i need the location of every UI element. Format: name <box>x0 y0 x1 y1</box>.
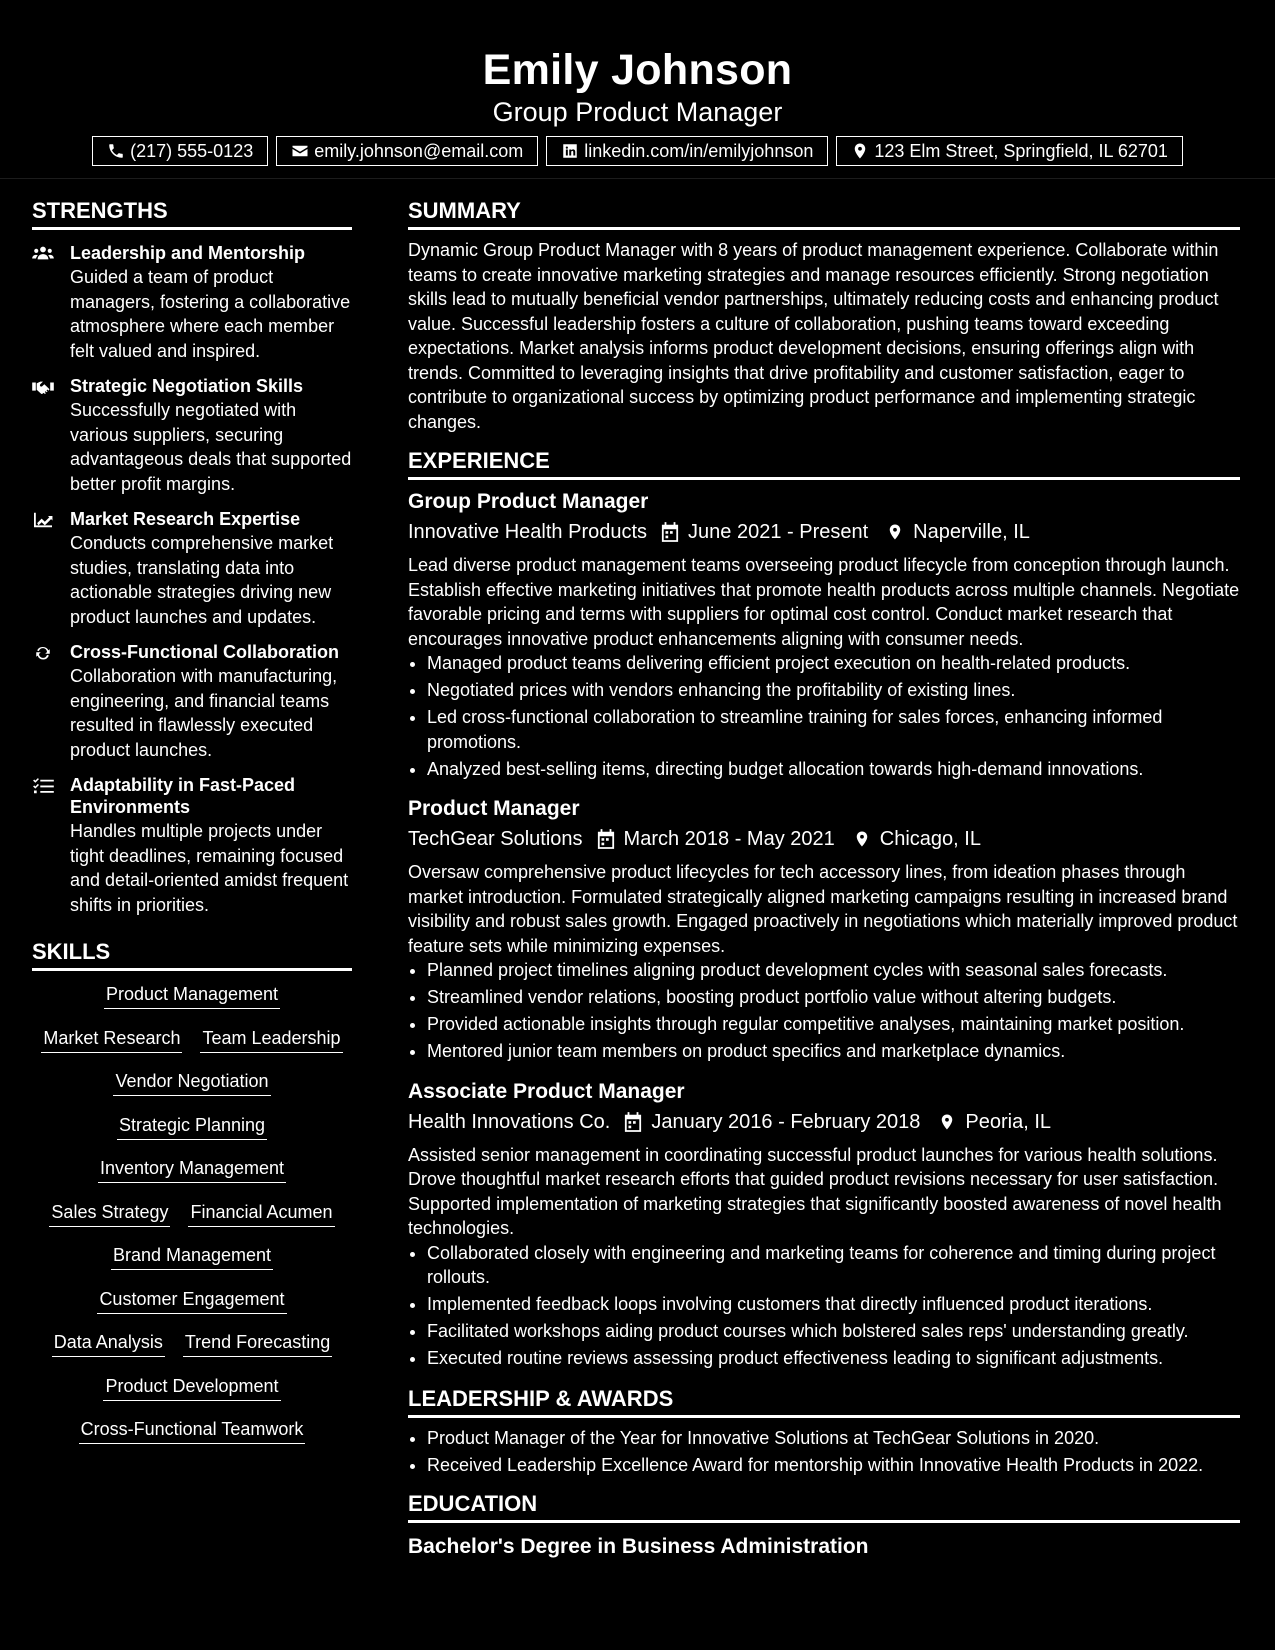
job-bullets <box>408 1241 1240 1371</box>
skills-heading: SKILLS <box>32 937 352 971</box>
job-bullet: • Mentored junior team members on product specifics and marketplace dynamics. <box>427 1039 1240 1064</box>
contact-linkedin[interactable] <box>546 136 828 166</box>
envelope-icon <box>291 142 309 160</box>
job-bullet: • Streamlined vendor relations, boosting product portfolio value without altering budgets. <box>427 985 1240 1010</box>
education-degree: Bachelor's Degree in Business Administration <box>408 1535 869 1558</box>
strength-title: Cross-Functional Collaboration <box>70 642 340 662</box>
job-bullets <box>408 958 1240 1064</box>
contact-email[interactable] <box>276 136 538 166</box>
strength-desc: Handles multiple projects under tight deadlines, remaining focused and detail-oriented amidst frequent shifts in priorities. <box>70 821 349 915</box>
calendar-icon <box>597 829 615 849</box>
skill-tag: Vendor Negotiation <box>113 1068 270 1096</box>
strength-item <box>32 375 352 496</box>
strength-desc: Conducts comprehensive market studies, translating data into actionable strategies driving new product launches and updates. <box>70 533 334 627</box>
job-title: Product Manager <box>408 797 580 820</box>
strength-desc: Guided a team of product managers, fostering a collaborative atmosphere where each member felt valued and inspired. <box>70 267 351 361</box>
award-item: • Received Leadership Excellence Award for mentorship within Innovative Health Products in 2022. <box>427 1453 1240 1478</box>
skill-tag: Cross-Functional Teamwork <box>79 1416 306 1444</box>
job-bullet: • Planned project timelines aligning product development cycles with seasonal sales forecasts. <box>427 958 1240 983</box>
location-pin-icon <box>938 1112 956 1132</box>
skill-tag: Strategic Planning <box>117 1112 267 1140</box>
contact-bar <box>0 136 1275 166</box>
job-bullet: • Negotiated prices with vendors enhancing the profitability of existing lines. <box>427 678 1240 703</box>
strength-item <box>32 508 352 629</box>
job-bullet: • Managed product teams delivering efficient project execution on health-related products. <box>427 651 1240 676</box>
skill-tag: Product Management <box>104 981 280 1009</box>
chart-line-icon <box>32 511 54 529</box>
left-column <box>32 196 352 1460</box>
candidate-title: Group Product Manager <box>492 97 783 127</box>
job-title: Associate Product Manager <box>408 1079 685 1103</box>
job-meta <box>408 1107 1240 1137</box>
job-meta <box>408 517 1240 547</box>
job-bullet: • Executed routine reviews assessing product effectiveness leading to significant adjustments. <box>427 1346 1240 1371</box>
contact-phone[interactable] <box>92 136 268 166</box>
summary-heading: SUMMARY <box>408 196 1240 230</box>
strength-desc: Successfully negotiated with various suppliers, securing advantageous deals that supported better profit margins. <box>70 400 352 494</box>
job-bullet: • Implemented feedback loops involving customers that directly influenced product iterations. <box>427 1292 1240 1317</box>
skill-tag: Customer Engagement <box>97 1286 286 1314</box>
job-meta <box>408 824 1240 854</box>
location-pin-icon <box>851 142 869 160</box>
awards-heading: LEADERSHIP & AWARDS <box>408 1384 1240 1418</box>
calendar-icon <box>661 522 679 542</box>
strengths-heading: STRENGTHS <box>32 196 352 230</box>
job-description: Lead diverse product management teams overseeing product lifecycle from conception through launch. Establish effective marketing initiatives that promote health products across multiple channels. Negotiate favorable pricing and terms with suppliers for optimal cost control. Conduct market research that encourages innovative product enhancements aligning with consumer needs. <box>408 555 1240 649</box>
skill-tag: Inventory Management <box>98 1155 286 1183</box>
award-item: • Product Manager of the Year for Innovative Solutions at TechGear Solutions in 2020. <box>427 1426 1240 1451</box>
job-bullets <box>408 651 1240 781</box>
skill-tag: Sales Strategy <box>49 1199 170 1227</box>
job-location: Naperville, IL <box>913 521 1030 543</box>
resume-header <box>0 0 1275 179</box>
job-description: Oversaw comprehensive product lifecycles for tech accessory lines, from ideation phases through market introduction. Formulated strategically aligned marketing campaigns resulting in increased brand visibility and robust sales growth. Engaged proactively in negotiations which materially improved product feature sets while minimizing expenses. <box>408 862 1238 956</box>
awards-list <box>408 1426 1240 1478</box>
summary-text: Dynamic Group Product Manager with 8 years of product management experience. Collaborate within teams to create innovative marketing strategies and manage resources efficiently. Strong negotiation skills lead to mutually beneficial vendor partnerships, ultimately reducing costs and enhancing product value. Successful leadership fosters a culture of collaboration, pushing teams toward exceeding expectations. Market analysis informs product development decisions, ensuring offerings align with trends. Committed to leveraging insights that drive profitability and customer satisfaction, eager to contribute to organizational success by optimizing product performance and implementing strategic changes. <box>408 240 1219 432</box>
skill-tag: Market Research <box>41 1025 182 1053</box>
strength-item <box>32 774 352 917</box>
job-company: Health Innovations Co. <box>408 1110 611 1133</box>
sync-icon <box>32 644 54 662</box>
job-bullet: • Led cross-functional collaboration to streamline training for sales forces, enhancing informed promotions. <box>427 705 1240 754</box>
skill-tag: Team Leadership <box>200 1025 342 1053</box>
strength-title: Leadership and Mentorship <box>70 243 306 263</box>
location-pin-icon <box>853 829 871 849</box>
contact-address-text: 123 Elm Street, Springfield, IL 62701 <box>874 140 1168 161</box>
job-title: Group Product Manager <box>408 490 649 513</box>
strength-title: Strategic Negotiation Skills <box>70 376 304 396</box>
location-pin-icon <box>886 522 904 542</box>
strength-desc: Collaboration with manufacturing, engineering, and financial teams resulted in flawlessly executed product launches. <box>70 666 338 760</box>
job-dates: June 2021 - Present <box>688 521 869 543</box>
skill-tag: Brand Management <box>111 1242 273 1270</box>
skills-list <box>32 981 352 1444</box>
education-heading: EDUCATION <box>408 1489 1240 1523</box>
job-bullet: • Collaborated closely with engineering and marketing teams for coherence and timing during project rollouts. <box>427 1241 1240 1290</box>
contact-address <box>836 136 1183 166</box>
skill-tag: Financial Acumen <box>188 1199 334 1227</box>
skill-tag: Product Development <box>103 1373 280 1401</box>
job-description: Assisted senior management in coordinating successful product launches for various health solutions. Drove thoughtful market research efforts that guided product revisions necessary for user satisfaction. Supported implementation of marketing strategies that significantly boosted awareness of novel health technologies. <box>408 1144 1222 1238</box>
strength-item <box>32 242 352 363</box>
job-company: Innovative Health Products <box>408 521 648 543</box>
job-bullet: • Provided actionable insights through regular competitive analyses, maintaining market position. <box>427 1012 1240 1037</box>
strength-item <box>32 641 352 762</box>
linkedin-icon <box>561 142 579 160</box>
right-column <box>408 196 1240 1561</box>
job-dates: January 2016 - February 2018 <box>651 1110 921 1133</box>
contact-email-text: emily.johnson@email.com <box>314 140 524 161</box>
job-dates: March 2018 - May 2021 <box>623 828 835 850</box>
strength-title: Market Research Expertise <box>70 509 301 529</box>
candidate-name: Emily Johnson <box>482 46 793 94</box>
list-check-icon <box>32 777 54 795</box>
job-bullet: • Facilitated workshops aiding product courses which bolstered sales reps' understanding greatly. <box>427 1319 1240 1344</box>
job-company: TechGear Solutions <box>408 828 583 850</box>
contact-phone-text: (217) 555-0123 <box>130 140 254 161</box>
handshake-icon <box>32 378 54 396</box>
job-entry <box>408 1078 1240 1371</box>
strengths-list <box>32 242 352 917</box>
job-bullet: • Analyzed best-selling items, directing budget allocation towards high-demand innovations. <box>427 757 1240 782</box>
strength-title: Adaptability in Fast-Paced Environments <box>70 775 296 817</box>
experience-heading: EXPERIENCE <box>408 446 1240 480</box>
users-icon <box>32 245 54 263</box>
phone-icon <box>107 142 125 160</box>
job-location: Peoria, IL <box>965 1110 1052 1133</box>
job-entry <box>408 488 1240 781</box>
job-location: Chicago, IL <box>879 828 981 850</box>
skill-tag: Trend Forecasting <box>183 1329 332 1357</box>
calendar-icon <box>624 1112 642 1132</box>
skill-tag: Data Analysis <box>52 1329 165 1357</box>
job-entry <box>408 795 1240 1064</box>
contact-linkedin-text: linkedin.com/in/emilyjohnson <box>584 140 814 161</box>
